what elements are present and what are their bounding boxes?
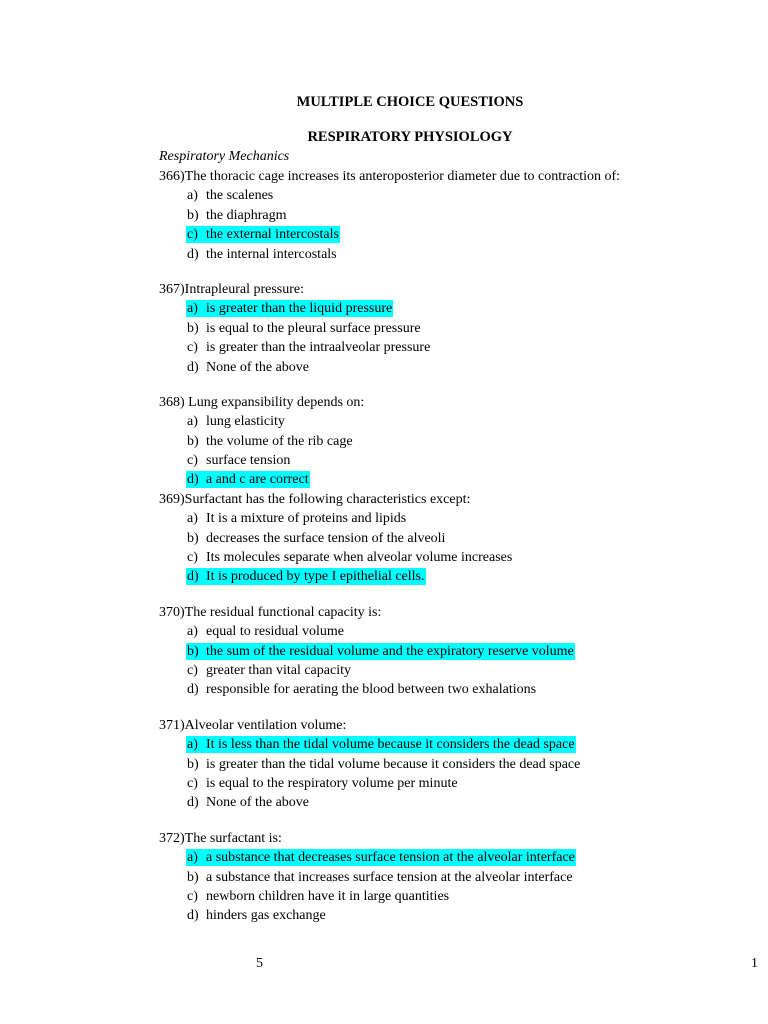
option-text: hinders gas exchange <box>206 908 326 924</box>
option-text: newborn children have it in large quantities <box>206 888 450 904</box>
question-2-option-c <box>186 338 759 357</box>
question-1-option-a <box>186 186 759 205</box>
option-text: decreases the surface tension of the alveoli <box>206 530 446 546</box>
highlighted-answer <box>186 300 393 317</box>
option-text: the internal intercostals <box>206 246 337 262</box>
question-3-option-d <box>186 470 759 489</box>
question-5-option-b <box>186 642 759 661</box>
document-title: MULTIPLE CHOICE QUESTIONS <box>296 94 524 110</box>
option-text: None of the above <box>206 359 310 375</box>
highlighted-answer <box>186 849 576 866</box>
answer-option-content <box>186 549 513 566</box>
option-letter: d) <box>187 569 199 585</box>
option-text: responsible for aerating the blood between two exhalations <box>206 682 537 698</box>
highlighted-answer <box>186 471 310 488</box>
answer-option-content <box>186 359 310 376</box>
question-1 <box>159 167 759 264</box>
question-5 <box>159 603 759 700</box>
option-text: is greater than the liquid pressure <box>206 301 393 317</box>
option-text: a substance that increases surface tension at the alveolar interface <box>206 869 573 885</box>
question-4-option-c <box>186 548 759 567</box>
option-list <box>159 186 759 264</box>
highlighted-answer <box>186 568 426 585</box>
answer-option-content <box>186 530 446 547</box>
question-5-option-c <box>186 661 759 680</box>
option-text: None of the above <box>206 795 310 811</box>
answer-option-content <box>186 207 287 224</box>
option-letter: c) <box>187 775 198 791</box>
answer-option-content <box>186 794 310 811</box>
option-list <box>159 735 759 813</box>
option-letter: d) <box>187 908 199 924</box>
answer-option-content <box>186 662 352 679</box>
option-letter: d) <box>187 795 199 811</box>
option-list <box>159 299 759 377</box>
question-6-option-d <box>186 793 759 812</box>
answer-option-content <box>186 888 450 905</box>
option-text: It is produced by type I epithelial cells. <box>206 569 425 585</box>
answer-option-content <box>186 452 291 469</box>
option-text: surface tension <box>206 453 291 469</box>
option-text: greater than vital capacity <box>206 662 351 678</box>
question-4-option-b <box>186 529 759 548</box>
highlighted-answer <box>186 226 340 243</box>
option-letter: a) <box>187 624 198 640</box>
question-2-option-d <box>186 358 759 377</box>
question-4 <box>159 490 759 587</box>
option-text: is greater than the tidal volume because it considers the dead space <box>206 756 581 772</box>
page-number-right: 1 <box>751 956 758 971</box>
answer-option-content <box>186 775 459 792</box>
question-text: 372)The surfactant is: <box>159 830 282 846</box>
question-7 <box>159 829 759 926</box>
question-text: 367)Intrapleural pressure: <box>159 281 304 297</box>
question-1-option-c <box>186 225 759 244</box>
option-letter: c) <box>187 662 198 678</box>
answer-option-content <box>186 869 574 886</box>
question-7-option-b <box>186 868 759 887</box>
question-1-option-d <box>186 245 759 264</box>
option-text: equal to residual volume <box>206 624 345 640</box>
document-subtitle: RESPIRATORY PHYSIOLOGY <box>307 129 513 145</box>
option-letter: a) <box>187 850 198 866</box>
answer-option-content <box>186 413 286 430</box>
option-letter: c) <box>187 227 198 243</box>
option-letter: d) <box>187 359 199 375</box>
question-text: 368) Lung expansibility depends on: <box>159 394 365 410</box>
answer-option-content <box>186 756 581 773</box>
question-6-option-a <box>186 735 759 754</box>
option-letter: b) <box>187 869 199 885</box>
question-3-option-b <box>186 432 759 451</box>
question-7-option-a <box>186 848 759 867</box>
option-letter: b) <box>187 207 199 223</box>
option-list <box>159 509 759 587</box>
option-letter: a) <box>187 511 198 527</box>
answer-option-content <box>186 187 274 204</box>
question-2-option-b <box>186 319 759 338</box>
option-text: the volume of the rib cage <box>206 433 353 449</box>
question-2 <box>159 280 759 377</box>
option-text: the sum of the residual volume and the expiratory reserve volume <box>206 643 574 659</box>
highlighted-answer <box>186 643 575 660</box>
option-letter: a) <box>187 188 198 204</box>
question-1-option-b <box>186 206 759 225</box>
question-text: 369)Surfactant has the following characteristics except: <box>159 491 471 507</box>
question-6-option-b <box>186 755 759 774</box>
option-letter: b) <box>187 433 199 449</box>
option-list <box>159 622 759 700</box>
option-letter: a) <box>187 301 198 317</box>
question-5-option-a <box>186 622 759 641</box>
question-7-option-d <box>186 906 759 925</box>
section-title: Respiratory Mechanics <box>159 149 290 164</box>
option-text: Its molecules separate when alveolar volume increases <box>206 550 513 566</box>
answer-option-content <box>186 510 407 527</box>
question-7-option-c <box>186 887 759 906</box>
option-text: It is less than the tidal volume because it considers the dead space <box>206 737 575 753</box>
option-letter: c) <box>187 550 198 566</box>
option-letter: b) <box>187 530 199 546</box>
question-3 <box>159 393 759 490</box>
option-letter: b) <box>187 756 199 772</box>
question-5-option-d <box>186 680 759 699</box>
option-text: the external intercostals <box>206 227 339 243</box>
highlighted-answer <box>186 736 576 753</box>
question-text: 370)The residual functional capacity is: <box>159 604 382 620</box>
page-number-left: 5 <box>256 956 263 971</box>
option-text: a substance that decreases surface tension at the alveolar interface <box>206 850 575 866</box>
answer-option-content <box>186 681 537 698</box>
question-4-option-a <box>186 509 759 528</box>
question-6 <box>159 716 759 813</box>
option-list <box>159 412 759 490</box>
option-text: is equal to the respiratory volume per minute <box>206 775 458 791</box>
question-text: 371)Alveolar ventilation volume: <box>159 717 347 733</box>
answer-option-content <box>186 339 431 356</box>
option-text: a and c are correct <box>206 472 309 488</box>
option-text: is equal to the pleural surface pressure <box>206 320 421 336</box>
option-letter: c) <box>187 340 198 356</box>
question-3-option-c <box>186 451 759 470</box>
option-letter: c) <box>187 453 198 469</box>
option-letter: d) <box>187 472 199 488</box>
question-4-option-d <box>186 567 759 586</box>
answer-option-content <box>186 907 327 924</box>
option-letter: b) <box>187 643 199 659</box>
option-list <box>159 848 759 926</box>
question-3-option-a <box>186 412 759 431</box>
question-6-option-c <box>186 774 759 793</box>
option-text: lung elasticity <box>206 414 285 430</box>
question-text: 366)The thoracic cage increases its anteroposterior diameter due to contraction of: <box>159 169 621 184</box>
option-text: the diaphragm <box>206 207 287 223</box>
option-letter: d) <box>187 682 199 698</box>
answer-option-content <box>186 246 338 263</box>
option-letter: a) <box>187 737 198 753</box>
answer-option-content <box>186 623 345 640</box>
option-letter: a) <box>187 414 198 430</box>
option-text: It is a mixture of proteins and lipids <box>206 511 407 527</box>
question-list <box>159 167 759 926</box>
answer-option-content <box>186 433 354 450</box>
option-text: the scalenes <box>206 188 274 204</box>
option-text: is greater than the intraalveolar pressure <box>206 340 431 356</box>
option-letter: d) <box>187 246 199 262</box>
option-letter: b) <box>187 320 199 336</box>
answer-option-content <box>186 320 422 337</box>
question-2-option-a <box>186 299 759 318</box>
option-letter: c) <box>187 888 198 904</box>
